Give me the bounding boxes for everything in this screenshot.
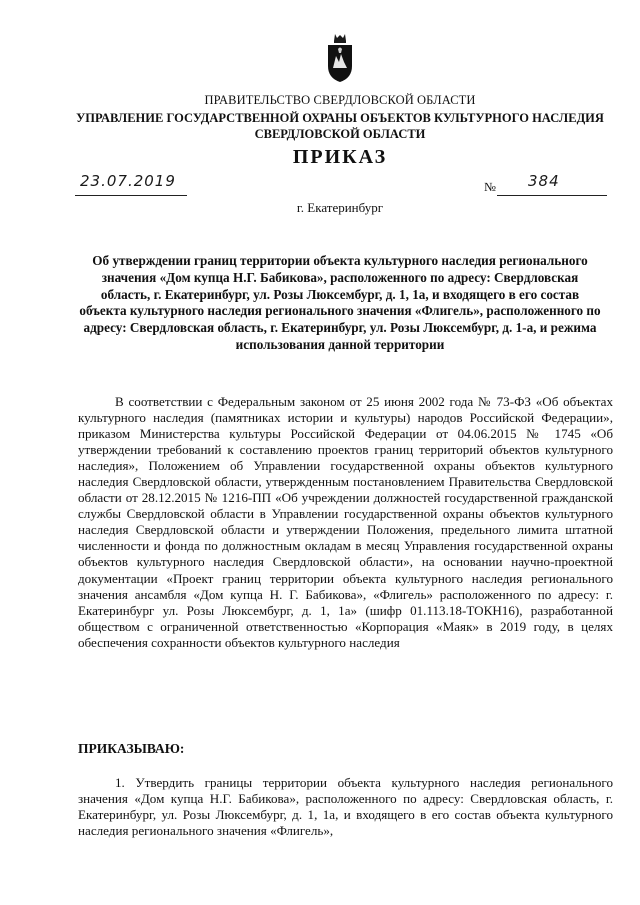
government-name: ПРАВИТЕЛЬСТВО СВЕРДЛОВСКОЙ ОБЛАСТИ [204,93,476,107]
city-name: г. Екатеринбург [296,200,384,215]
document-number: 384 [528,172,560,190]
point-1-paragraph: 1. Утвердить границы территории объекта культурного наследия регионального значения «Дом купца Н.Г. Бабикова», расположенного по адресу: Свердловская область, г. Екатеринбург, ул. Розы Люксембург, д. 1, 1а, и входящего в его состав объекта культурного наследия регионального значения «Флигель», [78,775,613,839]
sverdlovsk-coat-of-arms-icon [326,32,354,84]
document-subject: Об утверждении границ территории объекта культурного наследия регионального значения «Дом купца Н.Г. Бабикова», расположенного по адресу: Свердловская область, г. Екатеринбург, ул. Розы Люксембург, д. 1, 1а, и входящего в его состав объекта культурного наследия регионального значения «Флигель», расположенного по адресу: Свердловская область, г. Екатеринбург, ул. Розы Люксембург, д. 1-а, и режима использования данной территории [79,253,601,352]
department-name: УПРАВЛЕНИЕ ГОСУДАРСТВЕННОЙ ОХРАНЫ ОБЪЕКТОВ КУЛЬТУРНОГО НАСЛЕДИЯ СВЕРДЛОВСКОЙ ОБЛАСТИ [76,111,604,141]
preamble-paragraph: В соответствии с Федеральным законом от 25 июня 2002 года № 73-ФЗ «Об объектах культурного наследия (памятниках истории и культуры) народов Российской Федерации», приказом Министерства культуры Российской Федерации от 04.06.2015 № 1745 «Об утверждении требований к составлению проектов границ территорий объектов культурного наследия», Положением об Управлении государственной охраны объектов культурного наследия Свердловской области, утвержденным постановлением Правительства Свердловской области от 28.12.2015 № 1216-ПП «Об учреждении должностей государственной гражданской службы Свердловской области в Управлении государственной охраны объектов культурного наследия Свердловской области и утверждении Положения, предельного лимита штатной численности и фонда по должностным окладам в месяц Управления государственной охраны объектов культурного наследия Свердловской области», на основании научно-проектной документации «Проект границ территории объекта культурного наследия регионального значения ансамбля «Дом купца Н. Г. Бабикова», «Флигель» расположенного по адресу: г. Екатеринбург ул. Розы Люксембург, д. 1, 1а» (шифр 01.113.18-ТОКН16), разработанной обществом с ограниченной ответственностью «Корпорация «Маяк» в 2019 году, в целях обеспечения сохранности объектов культурного наследия [78,394,613,650]
order-word: ПРИКАЗЫВАЮ: [78,741,185,756]
document-date: 23.07.2019 [80,172,176,190]
preamble-block [78,394,613,651]
point-block [78,775,613,839]
document-type-title: ПРИКАЗ [292,146,388,168]
number-label: № [484,180,496,194]
